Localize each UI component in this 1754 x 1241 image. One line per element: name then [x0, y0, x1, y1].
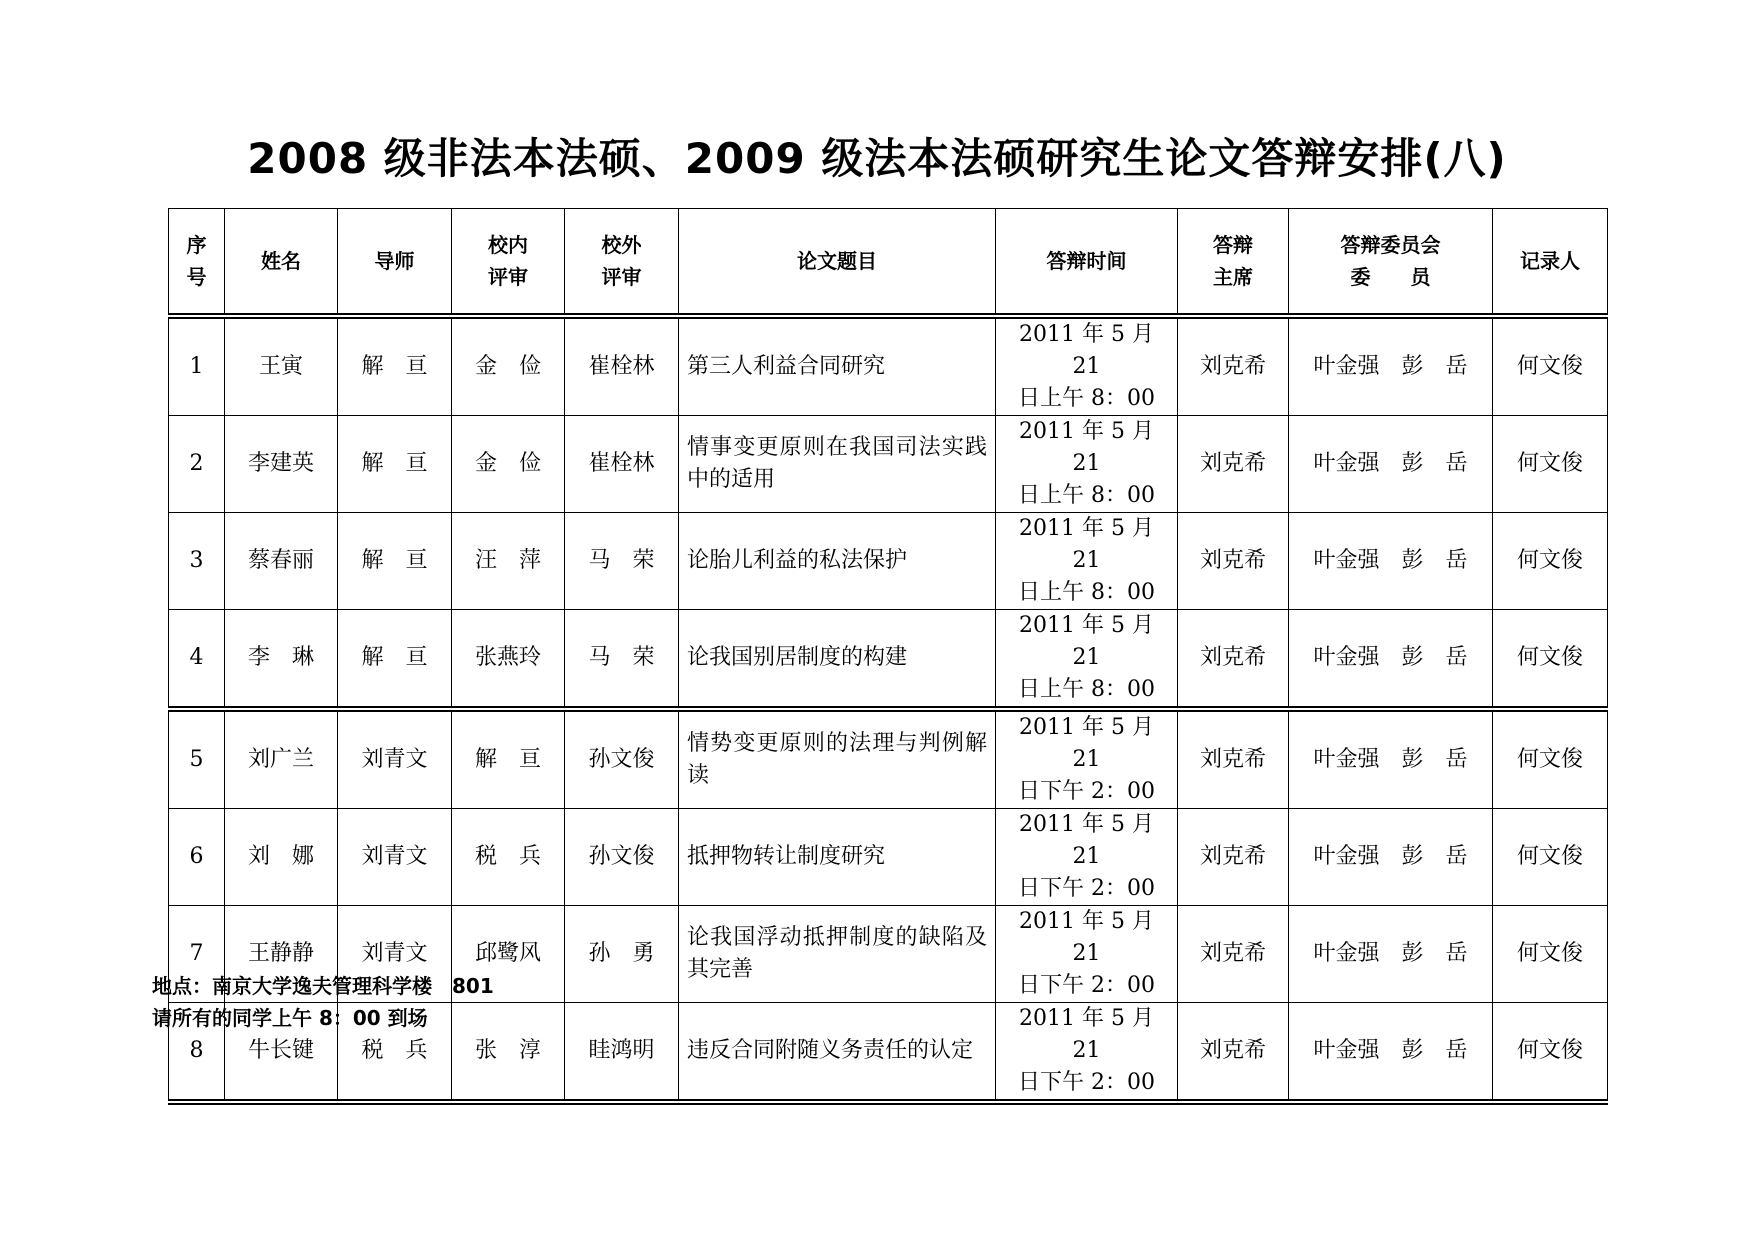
student-name: 牛长键: [225, 1003, 338, 1103]
defense-time: 2011 年 5 月 21 日下午 2：00: [996, 906, 1178, 1003]
defense-time: 2011 年 5 月 21 日上午 8：00: [996, 416, 1178, 513]
recorder-name: 何文俊: [1493, 709, 1608, 809]
defense-chair: 刘克希: [1178, 809, 1289, 906]
defense-time: 2011 年 5 月 21 日上午 8：00: [996, 316, 1178, 416]
arrival-notice: 请所有的同学上午 8：00 到场: [152, 1006, 428, 1030]
defense-time: 2011 年 5 月 21 日下午 2：00: [996, 709, 1178, 809]
committee-members: 叶金强 彭 岳: [1289, 1003, 1493, 1103]
header-defense-time: 答辩时间: [996, 209, 1178, 317]
row-number: 8: [169, 1003, 225, 1103]
defense-chair: 刘克希: [1178, 316, 1289, 416]
internal-reviewer: 张 淳: [452, 1003, 565, 1103]
recorder-name: 何文俊: [1493, 610, 1608, 710]
header-chair: 答辩 主席: [1178, 209, 1289, 317]
committee-members: 叶金强 彭 岳: [1289, 809, 1493, 906]
defense-time: 2011 年 5 月 21 日上午 8：00: [996, 610, 1178, 710]
student-name: 刘广兰: [225, 709, 338, 809]
recorder-name: 何文俊: [1493, 513, 1608, 610]
internal-reviewer: 金 俭: [452, 316, 565, 416]
internal-reviewer: 税 兵: [452, 809, 565, 906]
advisor-name: 解 亘: [338, 316, 452, 416]
recorder-name: 何文俊: [1493, 906, 1608, 1003]
defense-chair: 刘克希: [1178, 610, 1289, 710]
student-name: 李建英: [225, 416, 338, 513]
defense-time: 2011 年 5 月 21 日上午 8：00: [996, 513, 1178, 610]
committee-members: 叶金强 彭 岳: [1289, 416, 1493, 513]
table-row: [169, 513, 1608, 610]
defense-time: 2011 年 5 月 21 日下午 2：00: [996, 1003, 1178, 1103]
committee-members: 叶金强 彭 岳: [1289, 513, 1493, 610]
row-number: 3: [169, 513, 225, 610]
student-name: 王静静: [225, 906, 338, 1003]
external-reviewer: 崔栓林: [565, 416, 679, 513]
row-number: 6: [169, 809, 225, 906]
table-row: [169, 316, 1608, 416]
advisor-name: 刘青文: [338, 809, 452, 906]
internal-reviewer: 解 亘: [452, 709, 565, 809]
student-name: 刘 娜: [225, 809, 338, 906]
external-reviewer: 孙文俊: [565, 709, 679, 809]
header-thesis-title: 论文题目: [679, 209, 996, 317]
defense-chair: 刘克希: [1178, 906, 1289, 1003]
recorder-name: 何文俊: [1493, 316, 1608, 416]
page-title: 2008 级非法本法硕、2009 级法本法硕研究生论文答辩安排(八): [247, 134, 1507, 183]
advisor-name: 解 亘: [338, 513, 452, 610]
header-advisor: 导师: [338, 209, 452, 317]
thesis-title: 第三人利益合同研究: [679, 316, 996, 416]
header-committee: 答辩委员会 委 员: [1289, 209, 1493, 317]
row-number: 5: [169, 709, 225, 809]
defense-chair: 刘克希: [1178, 709, 1289, 809]
external-reviewer: 马 荣: [565, 610, 679, 710]
defense-chair: 刘克希: [1178, 1003, 1289, 1103]
student-name: 王寅: [225, 316, 338, 416]
row-number: 7: [169, 906, 225, 1003]
committee-members: 叶金强 彭 岳: [1289, 610, 1493, 710]
header-internal-review: 校内 评审: [452, 209, 565, 317]
advisor-name: 刘青文: [338, 906, 452, 1003]
committee-members: 叶金强 彭 岳: [1289, 316, 1493, 416]
committee-members: 叶金强 彭 岳: [1289, 709, 1493, 809]
thesis-title: 违反合同附随义务责任的认定: [679, 1003, 996, 1103]
defense-chair: 刘克希: [1178, 416, 1289, 513]
header-name: 姓名: [225, 209, 338, 317]
external-reviewer: 马 荣: [565, 513, 679, 610]
thesis-title: 论我国别居制度的构建: [679, 610, 996, 710]
thesis-title: 情势变更原则的法理与判例解读: [679, 709, 996, 809]
defense-time: 2011 年 5 月 21 日下午 2：00: [996, 809, 1178, 906]
internal-reviewer: 汪 萍: [452, 513, 565, 610]
recorder-name: 何文俊: [1493, 416, 1608, 513]
student-name: 李 琳: [225, 610, 338, 710]
internal-reviewer: 金 俭: [452, 416, 565, 513]
thesis-title: 情事变更原则在我国司法实践中的适用: [679, 416, 996, 513]
recorder-name: 何文俊: [1493, 809, 1608, 906]
defense-chair: 刘克希: [1178, 513, 1289, 610]
external-reviewer: 孙文俊: [565, 809, 679, 906]
internal-reviewer: 张燕玲: [452, 610, 565, 710]
advisor-name: 刘青文: [338, 709, 452, 809]
committee-members: 叶金强 彭 岳: [1289, 906, 1493, 1003]
internal-reviewer: 邱鹭风: [452, 906, 565, 1003]
header-recorder: 记录人: [1493, 209, 1608, 317]
table-row: [169, 610, 1608, 710]
advisor-name: 税 兵: [338, 1003, 452, 1103]
table-row: [169, 809, 1608, 906]
row-number: 4: [169, 610, 225, 710]
external-reviewer: 眭鸿明: [565, 1003, 679, 1103]
location-note: 地点：南京大学逸夫管理科学楼 801: [152, 974, 494, 998]
row-number: 2: [169, 416, 225, 513]
table-row: [169, 709, 1608, 809]
table-row: [169, 416, 1608, 513]
header-external-review: 校外 评审: [565, 209, 679, 317]
external-reviewer: 孙 勇: [565, 906, 679, 1003]
advisor-name: 解 亘: [338, 416, 452, 513]
row-number: 1: [169, 316, 225, 416]
recorder-name: 何文俊: [1493, 1003, 1608, 1103]
student-name: 蔡春丽: [225, 513, 338, 610]
table-header-row: [169, 209, 1608, 317]
advisor-name: 解 亘: [338, 610, 452, 710]
external-reviewer: 崔栓林: [565, 316, 679, 416]
header-no: 序 号: [169, 209, 225, 317]
thesis-title: 论胎儿利益的私法保护: [679, 513, 996, 610]
thesis-title: 论我国浮动抵押制度的缺陷及其完善: [679, 906, 996, 1003]
thesis-title: 抵押物转让制度研究: [679, 809, 996, 906]
